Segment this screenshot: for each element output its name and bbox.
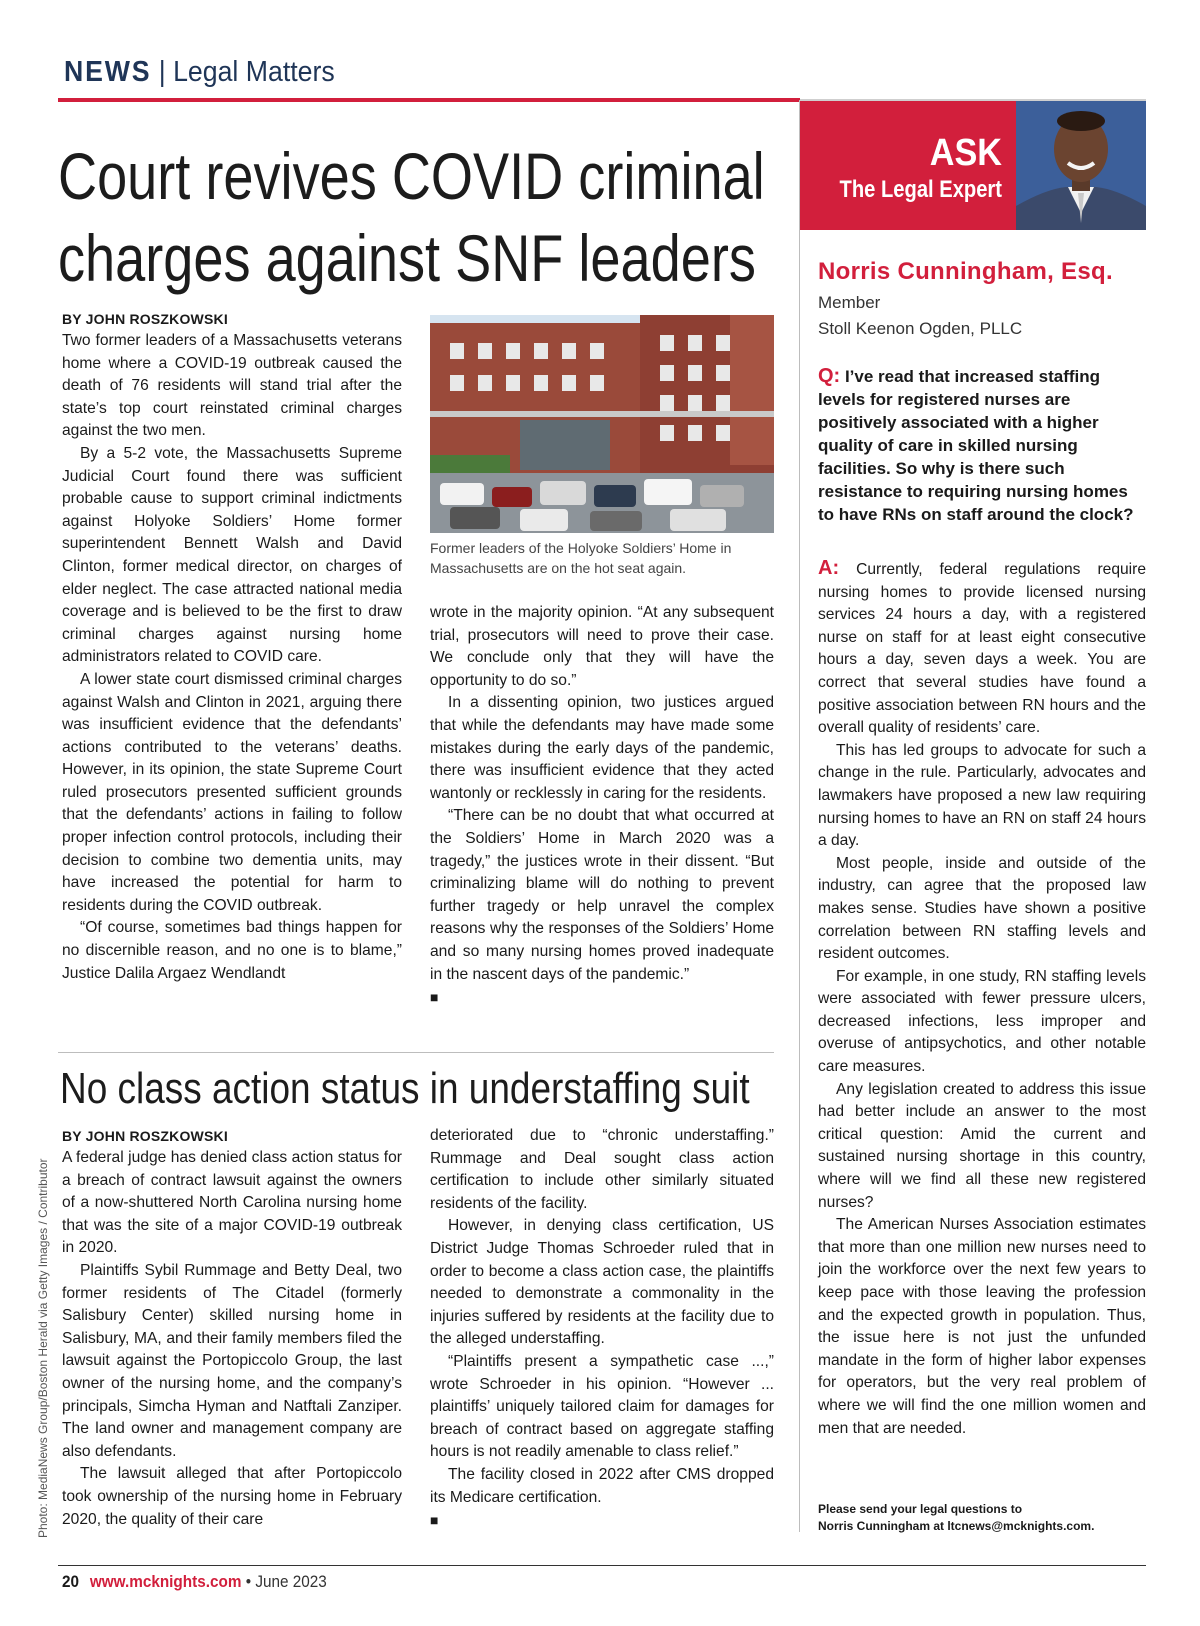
paragraph: “There can be no doubt that what occurred at the Soldiers’ Home in March 2020 was a tragedy,” the justices wrote in their dissent. “But criminalizing blame will do nothing to prevent further tragedy or help unravel the complex reasons why the responses of the Soldiers’ Home and so many nursing homes proved inadequate in the nascent days of the pandemic.” bbox=[430, 807, 774, 983]
paragraph: A lower state court dismissed criminal charges against Walsh and Clinton in 2021, arguing there was insufficient evidence that the defendants’ actions contributed to the veterans’ deaths. However, in its opinion, the state Supreme Court ruled prosecutors presented sufficient grounds that the defendants’ actions in failing to follow proper infection control protocols, including their decision to combine two dementia units, may have increased the potential for harm to residents during the COVID outbreak. bbox=[62, 670, 402, 914]
question-text: I’ve read that increased staffing levels for registered nurses are positively associated with a higher quality of care in skilled nursing facilities. So why is there such resistance to requiring nursing homes to have RNs on staff around the clock? bbox=[818, 367, 1134, 524]
photo-credit: Photo: MediaNews Group/Boston Herald via Getty Images / Contributor bbox=[36, 1158, 50, 1538]
paragraph bbox=[430, 986, 774, 1010]
answer-paragraph: Most people, inside and outside of the industry, can agree that the proposed law makes sense. Studies have shown a positive correlation between RN staffing levels and resident outcomes. bbox=[818, 854, 1146, 963]
portrait-illustration bbox=[1016, 101, 1146, 230]
send-questions-note: Please send your legal questions to Norris Cunningham at ltcnews@mcknights.com. bbox=[818, 1502, 1095, 1533]
ask-label: ASK bbox=[929, 132, 1002, 174]
article-divider bbox=[58, 1052, 774, 1053]
article1-byline: BY JOHN ROSZKOWSKI bbox=[62, 311, 228, 327]
paragraph: Plaintiffs Sybil Rummage and Betty Deal, two former residents of The Citadel (formerly Salisbury Center) skilled nursing home in Salisbury, MA, and their family members filed the lawsuit against the Portopiccolo Group, the last owner of the nursing home, and the company’s principals, Simcha Hyman and Natftali Zanziper. The land owner and management company are also defendants. bbox=[62, 1261, 402, 1460]
answer-label: A: bbox=[818, 557, 840, 579]
question-block bbox=[818, 365, 1146, 526]
answer-paragraph: This has led groups to advocate for such a change in the rule. Particularly, advocates and lawmakers have proposed a new law requiring nursing homes to have an RN on staff 24 hours a day. bbox=[818, 741, 1146, 850]
answer-paragraph: A: Currently, federal regulations require nursing homes to provide licensed nursing services 24 hours a day, with a registered nurse on staff for at least eight consecutive hours a day, seven days a week. You are correct that several studies have found a positive association between RN hours and the overall quality of residents’ care. bbox=[818, 557, 1147, 737]
paragraph: In a dissenting opinion, two justices argued that while the defendants may have made some mistakes during the early days of the pandemic, there was insufficient evidence that they acted wantonly or recklessly in caring for the residents. bbox=[430, 694, 774, 802]
expert-name: Norris Cunningham, Esq. bbox=[818, 258, 1113, 285]
paragraph: The lawsuit alleged that after Portopiccolo took ownership of the nursing home in February 2020, the quality of their care bbox=[62, 1465, 402, 1528]
answer-paragraph: Any legislation created to address this issue had better include an answer to the most critical question: Amid the current and sustained nursing shortage in this country, where will we find all these new registered nurses? bbox=[818, 1080, 1146, 1211]
article1-photo bbox=[430, 315, 774, 533]
answer-block bbox=[818, 557, 1146, 1440]
subsection-label: Legal Matters bbox=[173, 56, 335, 88]
article1-column-2 bbox=[430, 602, 774, 1010]
answer-paragraph: For example, in one study, RN staffing levels were associated with fewer pressure ulcers, decreased infections, less improper and overuse of antipsychotics, and other notable care measures. bbox=[818, 967, 1146, 1076]
paragraph bbox=[430, 1509, 774, 1533]
ask-expert-banner bbox=[800, 101, 1016, 230]
section-separator: | bbox=[158, 56, 166, 88]
sidebar-divider bbox=[799, 100, 800, 1532]
section-label: NEWS bbox=[64, 56, 152, 88]
paragraph: By a 5-2 vote, the Massachusetts Supreme Judicial Court found there was sufficient probable cause to support criminal indictments against Holyoke Soldiers’ Home former superintendent Bennett Walsh and David Clinton, former medical director, on charges of elder neglect. The case attracted national media coverage and is believed to be the first to draw criminal charges against nursing home administrators related to COVID care. bbox=[62, 444, 402, 666]
article2-column-2 bbox=[430, 1125, 774, 1533]
page-number: 20 bbox=[62, 1572, 80, 1591]
paragraph: “Plaintiffs present a sympathetic case ...,” wrote Schroeder in his opinion. “However ... plaintiffs’ uniquely tailored claim for damages for breach of contract based on aggregate staffing hours is not readily amenable to class relief.” bbox=[430, 1352, 774, 1461]
section-header bbox=[64, 56, 335, 89]
article1-column-1 bbox=[62, 308, 402, 985]
expert-portrait bbox=[1016, 101, 1146, 230]
paragraph: deteriorated due to “chronic understaffing.” Rummage and Deal sought class action certification to include other similarly situated residents of the facility. bbox=[430, 1127, 774, 1212]
paragraph: However, in denying class certification, US District Judge Thomas Schroeder ruled that in order to become a class action case, the plaintiffs needed to demonstrate a commonality in the injuries suffered by residents at the facility due to the alleged understaffing. bbox=[430, 1217, 774, 1348]
end-mark: ■ bbox=[430, 1512, 439, 1529]
paragraph: A federal judge has denied class action status for a breach of contract lawsuit against the owners of a now-shuttered North Carolina nursing home that was the site of a major COVID-19 outbreak in 2020. bbox=[62, 1149, 402, 1257]
answer-paragraph: The American Nurses Association estimates that more than one million new nurses need to join the workforce over the next few years to keep pace with those leaving the profession and the expected growth in population. Thus, the issue here is not just the unfunded mandate in the form of higher labor expenses for operators, but the very real problem of where we will find the one million women and men that are needed. bbox=[818, 1216, 1146, 1437]
issue-date: • June 2023 bbox=[245, 1572, 327, 1591]
paragraph: “Of course, sometimes bad things happen for no discernible reason, and no one is to blame,” Justice Dalila Argaez Wendlandt bbox=[62, 919, 402, 982]
expert-title: Member bbox=[818, 293, 881, 312]
expert-role bbox=[818, 290, 1022, 342]
paragraph: Two former leaders of a Massachusetts veterans home where a COVID-19 outbreak caused the death of 76 residents will stand trial after the state’s top court reinstated criminal charges against the two men. bbox=[62, 332, 402, 440]
page-footer bbox=[62, 1572, 327, 1592]
building-photo-illustration bbox=[430, 315, 774, 533]
article2-headline: No class action status in understaffing suit bbox=[60, 1064, 750, 1113]
ask-sub-label: The Legal Expert bbox=[839, 176, 1002, 203]
paragraph: The facility closed in 2022 after CMS dropped its Medicare certification. bbox=[430, 1465, 774, 1506]
paragraph: wrote in the majority opinion. “At any subsequent trial, prosecutors will need to prove their case. We conclude only that they will have the opportunity to do so.” bbox=[430, 604, 774, 689]
question-label: Q: bbox=[818, 365, 841, 387]
article2-byline: BY JOHN ROSZKOWSKI bbox=[62, 1128, 228, 1144]
photo-caption: Former leaders of the Holyoke Soldiers’ Home in Massachusetts are on the hot seat again. bbox=[430, 540, 732, 576]
article2-column-1 bbox=[62, 1125, 402, 1531]
article1-headline: Court revives COVID criminal charges against SNF leaders bbox=[58, 139, 765, 295]
header-rule bbox=[58, 98, 800, 102]
footer-rule bbox=[58, 1565, 1146, 1566]
expert-firm: Stoll Keenon Ogden, PLLC bbox=[818, 319, 1023, 338]
end-mark: ■ bbox=[430, 989, 439, 1006]
website-link[interactable]: www.mcknights.com bbox=[89, 1572, 242, 1591]
